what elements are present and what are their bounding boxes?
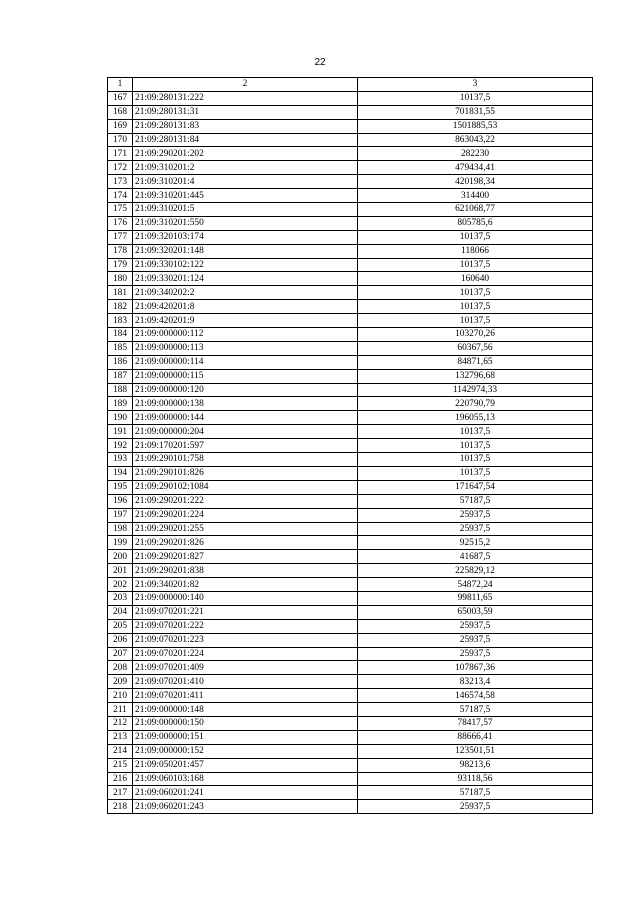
table-row [108,480,593,494]
cadastral-number-cell: 21:09:000000:148 [133,703,358,717]
cadastral-number-cell: 21:09:000000:144 [133,411,358,425]
value-cell: 54872,24 [358,578,593,592]
value-cell: 107867,36 [358,661,593,675]
cadastral-number-cell: 21:09:330102:122 [133,258,358,272]
table-row [108,536,593,550]
table-row [108,564,593,578]
row-number-cell: 208 [108,661,133,675]
row-number-cell: 203 [108,591,133,605]
value-cell: 99811,65 [358,591,593,605]
table-row [108,758,593,772]
row-number-cell: 172 [108,161,133,175]
table-row [108,244,593,258]
cadastral-number-cell: 21:09:320103:174 [133,230,358,244]
value-cell: 1501885,53 [358,119,593,133]
row-number-cell: 182 [108,300,133,314]
row-number-cell: 205 [108,619,133,633]
value-cell: 118066 [358,244,593,258]
table-row [108,341,593,355]
value-cell: 225829,12 [358,564,593,578]
value-cell: 25937,5 [358,619,593,633]
cadastral-number-cell: 21:09:290201:827 [133,550,358,564]
row-number-cell: 185 [108,341,133,355]
value-cell: 805785,6 [358,216,593,230]
cadastral-number-cell: 21:09:330201:124 [133,272,358,286]
value-cell: 25937,5 [358,508,593,522]
cadastral-number-cell: 21:09:000000:151 [133,730,358,744]
table-row [108,508,593,522]
row-number-cell: 207 [108,647,133,661]
cadastral-number-cell: 21:09:290102:1084 [133,480,358,494]
data-table [107,77,593,814]
table-row [108,328,593,342]
value-cell: 93118,56 [358,772,593,786]
row-number-cell: 186 [108,355,133,369]
row-number-cell: 201 [108,564,133,578]
table-header [108,78,593,92]
value-cell: 146574,58 [358,689,593,703]
table-row [108,369,593,383]
value-cell: 88666,41 [358,730,593,744]
cadastral-number-cell: 21:09:310201:445 [133,189,358,203]
cadastral-number-cell: 21:09:280131:83 [133,119,358,133]
table-row [108,703,593,717]
cadastral-number-cell: 21:09:000000:138 [133,397,358,411]
row-number-cell: 179 [108,258,133,272]
value-cell: 701831,55 [358,105,593,119]
value-cell: 10137,5 [358,314,593,328]
table-row [108,258,593,272]
value-cell: 314400 [358,189,593,203]
table-row [108,689,593,703]
value-cell: 10137,5 [358,286,593,300]
row-number-cell: 196 [108,494,133,508]
cadastral-number-cell: 21:09:290101:758 [133,453,358,467]
row-number-cell: 193 [108,453,133,467]
row-number-cell: 197 [108,508,133,522]
table-row [108,105,593,119]
cadastral-number-cell: 21:09:280131:31 [133,105,358,119]
cadastral-number-cell: 21:09:310201:5 [133,203,358,217]
cadastral-number-cell: 21:09:280131:222 [133,91,358,105]
value-cell: 57187,5 [358,703,593,717]
cadastral-number-cell: 21:09:280131:84 [133,133,358,147]
row-number-cell: 168 [108,105,133,119]
row-number-cell: 174 [108,189,133,203]
cadastral-number-cell: 21:09:290201:826 [133,536,358,550]
value-cell: 10137,5 [358,466,593,480]
row-number-cell: 211 [108,703,133,717]
value-cell: 1142974,33 [358,383,593,397]
table-row [108,133,593,147]
cadastral-number-cell: 21:09:340201:82 [133,578,358,592]
table-row [108,786,593,800]
table-row [108,147,593,161]
cadastral-number-cell: 21:09:000000:120 [133,383,358,397]
value-cell: 479434,41 [358,161,593,175]
table-row [108,314,593,328]
row-number-cell: 213 [108,730,133,744]
value-cell: 83213,4 [358,675,593,689]
table-row [108,272,593,286]
cadastral-number-cell: 21:09:000000:114 [133,355,358,369]
table-row [108,230,593,244]
value-cell: 160640 [358,272,593,286]
value-cell: 132796,68 [358,369,593,383]
cadastral-number-cell: 21:09:070201:411 [133,689,358,703]
row-number-cell: 181 [108,286,133,300]
cadastral-number-cell: 21:09:070201:224 [133,647,358,661]
value-cell: 60367,56 [358,341,593,355]
header-col-2: 2 [133,78,358,92]
row-number-cell: 214 [108,744,133,758]
table-row [108,522,593,536]
row-number-cell: 183 [108,314,133,328]
cadastral-number-cell: 21:09:070201:221 [133,605,358,619]
value-cell: 10137,5 [358,453,593,467]
cadastral-number-cell: 21:09:070201:222 [133,619,358,633]
row-number-cell: 209 [108,675,133,689]
table-row [108,216,593,230]
cadastral-number-cell: 21:09:310201:550 [133,216,358,230]
value-cell: 25937,5 [358,647,593,661]
cadastral-number-cell: 21:09:000000:150 [133,716,358,730]
table-row [108,647,593,661]
table-row [108,119,593,133]
table-row [108,494,593,508]
table-row [108,91,593,105]
table-row [108,355,593,369]
table-row [108,300,593,314]
table-row [108,383,593,397]
header-col-3: 3 [358,78,593,92]
row-number-cell: 189 [108,397,133,411]
cadastral-number-cell: 21:09:070201:409 [133,661,358,675]
row-number-cell: 191 [108,425,133,439]
table-row [108,411,593,425]
value-cell: 10137,5 [358,425,593,439]
value-cell: 92515,2 [358,536,593,550]
cadastral-number-cell: 21:09:290101:826 [133,466,358,480]
cadastral-number-cell: 21:09:290201:202 [133,147,358,161]
row-number-cell: 204 [108,605,133,619]
row-number-cell: 180 [108,272,133,286]
cadastral-number-cell: 21:09:420201:9 [133,314,358,328]
header-col-1: 1 [108,78,133,92]
row-number-cell: 187 [108,369,133,383]
value-cell: 57187,5 [358,494,593,508]
table-row [108,605,593,619]
row-number-cell: 212 [108,716,133,730]
row-number-cell: 218 [108,800,133,814]
table-row [108,730,593,744]
row-number-cell: 206 [108,633,133,647]
value-cell: 123501,51 [358,744,593,758]
value-cell: 84871,65 [358,355,593,369]
table-row [108,175,593,189]
row-number-cell: 195 [108,480,133,494]
table-row [108,453,593,467]
cadastral-number-cell: 21:09:000000:115 [133,369,358,383]
cadastral-number-cell: 21:09:170201:597 [133,439,358,453]
table-row [108,550,593,564]
value-cell: 10137,5 [358,258,593,272]
table-row [108,675,593,689]
header-row [108,78,593,92]
row-number-cell: 184 [108,328,133,342]
row-number-cell: 167 [108,91,133,105]
table-row [108,591,593,605]
row-number-cell: 216 [108,772,133,786]
table-row [108,397,593,411]
table-row [108,661,593,675]
table-row [108,578,593,592]
value-cell: 10137,5 [358,91,593,105]
table-row [108,161,593,175]
value-cell: 196055,13 [358,411,593,425]
value-cell: 171647,54 [358,480,593,494]
row-number-cell: 210 [108,689,133,703]
table-row [108,633,593,647]
cadastral-number-cell: 21:09:050201:457 [133,758,358,772]
row-number-cell: 198 [108,522,133,536]
cadastral-number-cell: 21:09:060103:168 [133,772,358,786]
row-number-cell: 202 [108,578,133,592]
cadastral-number-cell: 21:09:290201:224 [133,508,358,522]
value-cell: 65003,59 [358,605,593,619]
value-cell: 10137,5 [358,230,593,244]
table-row [108,466,593,480]
table-row [108,425,593,439]
value-cell: 10137,5 [358,300,593,314]
cadastral-number-cell: 21:09:060201:241 [133,786,358,800]
cadastral-number-cell: 21:09:000000:113 [133,341,358,355]
row-number-cell: 200 [108,550,133,564]
page-number: 22 [314,57,326,68]
value-cell: 25937,5 [358,800,593,814]
table-row [108,439,593,453]
cadastral-number-cell: 21:09:320201:148 [133,244,358,258]
value-cell: 78417,57 [358,716,593,730]
table-row [108,716,593,730]
cadastral-number-cell: 21:09:290201:838 [133,564,358,578]
value-cell: 220790,79 [358,397,593,411]
cadastral-number-cell: 21:09:290201:255 [133,522,358,536]
table-body [108,91,593,813]
value-cell: 25937,5 [358,522,593,536]
table-row [108,800,593,814]
table-row [108,203,593,217]
cadastral-number-cell: 21:09:000000:204 [133,425,358,439]
cadastral-number-cell: 21:09:420201:8 [133,300,358,314]
cadastral-number-cell: 21:09:340202:2 [133,286,358,300]
row-number-cell: 192 [108,439,133,453]
table-row [108,189,593,203]
row-number-cell: 188 [108,383,133,397]
value-cell: 420198,34 [358,175,593,189]
cadastral-number-cell: 21:09:000000:112 [133,328,358,342]
table-row [108,619,593,633]
cadastral-number-cell: 21:09:290201:222 [133,494,358,508]
row-number-cell: 215 [108,758,133,772]
value-cell: 863043,22 [358,133,593,147]
value-cell: 10137,5 [358,439,593,453]
row-number-cell: 217 [108,786,133,800]
value-cell: 57187,5 [358,786,593,800]
row-number-cell: 171 [108,147,133,161]
value-cell: 98213,6 [358,758,593,772]
row-number-cell: 194 [108,466,133,480]
row-number-cell: 190 [108,411,133,425]
cadastral-number-cell: 21:09:060201:243 [133,800,358,814]
row-number-cell: 173 [108,175,133,189]
row-number-cell: 175 [108,203,133,217]
cadastral-number-cell: 21:09:310201:4 [133,175,358,189]
cadastral-number-cell: 21:09:000000:152 [133,744,358,758]
cadastral-number-cell: 21:09:070201:223 [133,633,358,647]
value-cell: 41687,5 [358,550,593,564]
cadastral-number-cell: 21:09:070201:410 [133,675,358,689]
cadastral-number-cell: 21:09:000000:140 [133,591,358,605]
row-number-cell: 177 [108,230,133,244]
row-number-cell: 199 [108,536,133,550]
value-cell: 25937,5 [358,633,593,647]
value-cell: 103270,26 [358,328,593,342]
value-cell: 621068,77 [358,203,593,217]
row-number-cell: 169 [108,119,133,133]
cadastral-number-cell: 21:09:310201:2 [133,161,358,175]
table-row [108,772,593,786]
row-number-cell: 178 [108,244,133,258]
table-row [108,286,593,300]
row-number-cell: 176 [108,216,133,230]
row-number-cell: 170 [108,133,133,147]
value-cell: 282230 [358,147,593,161]
table-row [108,744,593,758]
